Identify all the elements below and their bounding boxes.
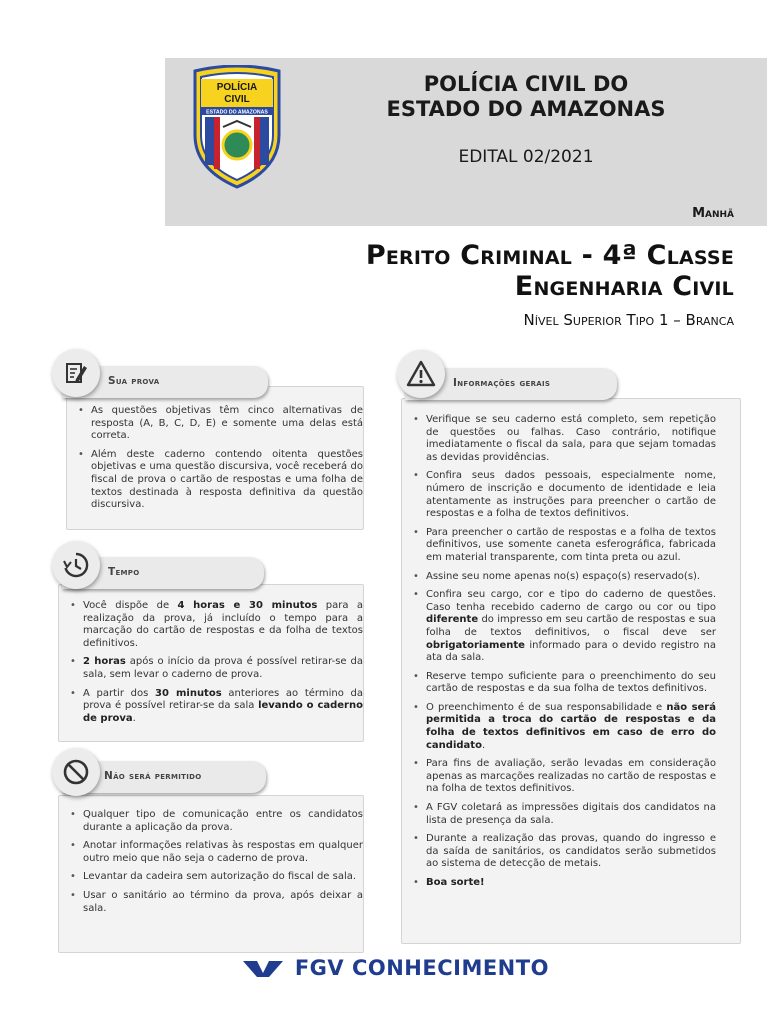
list-item: • Anotar informações relativas às respostas em qualquer outro meio que não seja o caderno de prova.: [83, 840, 363, 865]
nao-permitido-panel: [58, 795, 364, 953]
list-item: • Usar o sanitário ao término da prova, após deixar a sala.: [83, 890, 363, 915]
fgv-mark-icon: [243, 959, 283, 979]
list-item: • A partir dos 30 minutos anteriores ao término da prova é possível retirar-se da sala levando o caderno de prova.: [83, 688, 363, 726]
organization-name: [340, 72, 712, 122]
warning-icon: [406, 360, 436, 388]
badge-line2: CIVIL: [224, 94, 250, 105]
nao-permitido-icon-circle: [52, 748, 100, 796]
fgv-logo-text: FGV CONHECIMENTO: [294, 956, 549, 980]
edital-number: EDITAL 02/2021: [458, 147, 594, 167]
list-item: • Para preencher o cartão de respostas e a folha de textos definitivos, use somente caneta esferográfica, fabricada em material transparente, com tinta preta ou azul.: [426, 527, 716, 565]
clock-icon: [62, 551, 90, 579]
list-item: • O preenchimento é de sua responsabilidade e não será permitida a troca do cartão de respostas e da folha de textos definitivos em caso de erro do candidato.: [426, 702, 716, 752]
level-type-subtitle: Nível Superior Tipo 1 – Branca: [523, 311, 734, 329]
specialty-title: Engenharia Civil: [514, 271, 734, 302]
informacoes-gerais-panel: [401, 398, 741, 944]
tempo-icon-circle: [52, 541, 100, 589]
tempo-panel: [58, 584, 364, 742]
fgv-conhecimento-logo: [243, 956, 549, 980]
list-item: • Verifique se seu caderno está completo, sem repetição de questões ou falhas. Caso contrário, notifique imediatamente o fiscal da sala, para que sejam tomadas as devidas providências.: [426, 414, 716, 464]
nao-permitido-label: Não será permitido: [104, 770, 202, 782]
list-item: • A FGV coletará as impressões digitais dos candidatos na lista de presença da sala.: [426, 802, 716, 827]
position-title: Perito Criminal - 4ª Classe: [365, 240, 734, 271]
prohibited-icon: [62, 758, 90, 786]
list-item: • Para fins de avaliação, serão levadas em consideração apenas as marcações realizadas no cartão de respostas e na folha de textos definitivos.: [426, 758, 716, 796]
list-item: • Durante a realização das provas, quando do ingresso e da saída de sanitários, os candidatos serão submetidos ao sistema de detecção de metais.: [426, 833, 716, 871]
org-line1: POLÍCIA CIVIL DO: [423, 72, 629, 96]
org-line2: ESTADO DO AMAZONAS: [386, 97, 666, 121]
list-item: • Reserve tempo suficiente para o preenchimento do seu cartão de respostas e da sua folha de textos definitivos.: [426, 671, 716, 696]
police-badge-logo: [187, 65, 287, 189]
list-item: • 2 horas após o início da prova é possível retirar-se da sala, sem levar o caderno de prova.: [83, 656, 363, 681]
list-item: • Você dispõe de 4 horas e 30 minutos para a realização da prova, já incluído o tempo para a marcação do cartão de respostas e da folha de textos definitivos.: [83, 600, 363, 650]
informacoes-gerais-icon-circle: [397, 350, 445, 398]
list-item: • Levantar da cadeira sem autorização do fiscal de sala.: [83, 871, 363, 884]
edit-icon: [63, 360, 89, 386]
list-item: • Boa sorte!: [426, 877, 716, 890]
list-item: • Assine seu nome apenas no(s) espaço(s) reservado(s).: [426, 571, 716, 584]
list-item: • Além deste caderno contendo oitenta questões objetivas e uma questão discursiva, você receberá do fiscal de prova o cartão de respostas e uma folha de textos destinada à resposta definitiva da questão discursiva.: [91, 449, 363, 512]
badge-state: ESTADO DO AMAZONAS: [206, 109, 268, 116]
sua-prova-icon-circle: [52, 349, 100, 397]
badge-line1: POLÍCIA: [216, 82, 258, 93]
sua-prova-label: Sua prova: [108, 375, 160, 387]
list-item: • Qualquer tipo de comunicação entre os candidatos durante a aplicação da prova.: [83, 809, 363, 834]
list-item: • Confira seus dados pessoais, especialmente nome, número de inscrição e documento de identidade e leia atentamente as instruções para preencher o cartão de respostas e a folha de textos definitivos.: [426, 470, 716, 520]
shift-label: Manhã: [692, 206, 734, 221]
tempo-label: Tempo: [108, 566, 140, 578]
sua-prova-panel: [66, 386, 364, 530]
informacoes-gerais-label: Informações gerais: [453, 377, 551, 389]
list-item: • Confira seu cargo, cor e tipo do caderno de questões. Caso tenha recebido caderno de cargo ou cor ou tipo diferente do impresso em seu cartão de respostas e sua folha de textos definitivos, o fiscal deve ser obrigatoriamente informado para o devido registro na ata da sala.: [426, 589, 716, 665]
list-item: • As questões objetivas têm cinco alternativas de resposta (A, B, C, D, E) e somente uma delas está correta.: [91, 405, 363, 443]
